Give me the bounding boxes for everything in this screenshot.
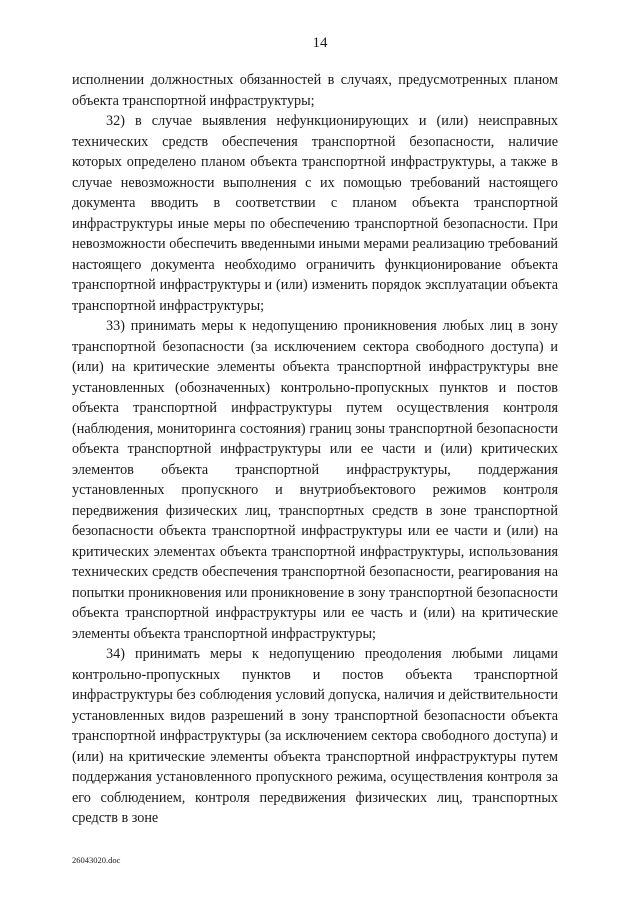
footer-file-name: 26043020.doc: [72, 855, 121, 865]
document-body: [72, 70, 558, 829]
paragraph-item-33: 33) принимать меры к недопущению проникновения любых лиц в зону транспортной безопасности (за исключением сектора свободного доступа) и (или) на критические элементы объекта транспортной инфраструктуры вне установленных (обозначенных) контрольно-пропускных пунктов и постов объекта транспортной инфраструктуры путем осуществления контроля (наблюдения, мониторинга состояния) границ зоны транспортной безопасности объекта транспортной инфраструктуры или ее части и (или) критических элементов объекта транспортной инфраструктуры, поддержания установленных пропускного и внутриобъектового режимов контроля передвижения физических лиц, транспортных средств в зоне транспортной безопасности объекта транспортной инфраструктуры или ее части и (или) на критических элементах объекта транспортной инфраструктуры, использования технических средств обеспечения транспортной безопасности, реагирования на попытки проникновения или проникновение в зону транспортной безопасности объекта транспортной инфраструктуры или ее часть и (или) на критические элементы объекта транспортной инфраструктуры;: [72, 318, 558, 642]
paragraph-item-32: 32) в случае выявления нефункционирующих и (или) неисправных технических средств обеспечения транспортной безопасности, наличие которых определено планом объекта транспортной инфраструктуры, а также в случае невозможности выполнения с их помощью требований настоящего документа вводить в соответствии с планом объекта транспортной инфраструктуры иные меры по обеспечению транспортной безопасности. При невозможности обеспечить введенными иными мерами реализацию требований настоящего документа необходимо ограничить функционирование объекта транспортной инфраструктуры и (или) изменить порядок эксплуатации объекта транспортной инфраструктуры;: [72, 113, 558, 314]
page-number: 14: [312, 35, 328, 51]
paragraph-continuation: исполнении должностных обязанностей в случаях, предусмотренных планом объекта транспортной инфраструктуры;: [72, 72, 558, 109]
paragraph-item-34: 34) принимать меры к недопущению преодоления любыми лицами контрольно-пропускных пунктов и постов объекта транспортной инфраструктуры без соблюдения условий допуска, наличия и действительности установленных видов разрешений в зону транспортной безопасности объекта транспортной инфраструктуры (за исключением сектора свободного доступа) и (или) на критические элементы объекта транспортной инфраструктуры путем поддержания установленного пропускного режима, осуществления контроля за его соблюдением, контроля передвижения физических лиц, транспортных средств в зоне: [72, 646, 558, 826]
